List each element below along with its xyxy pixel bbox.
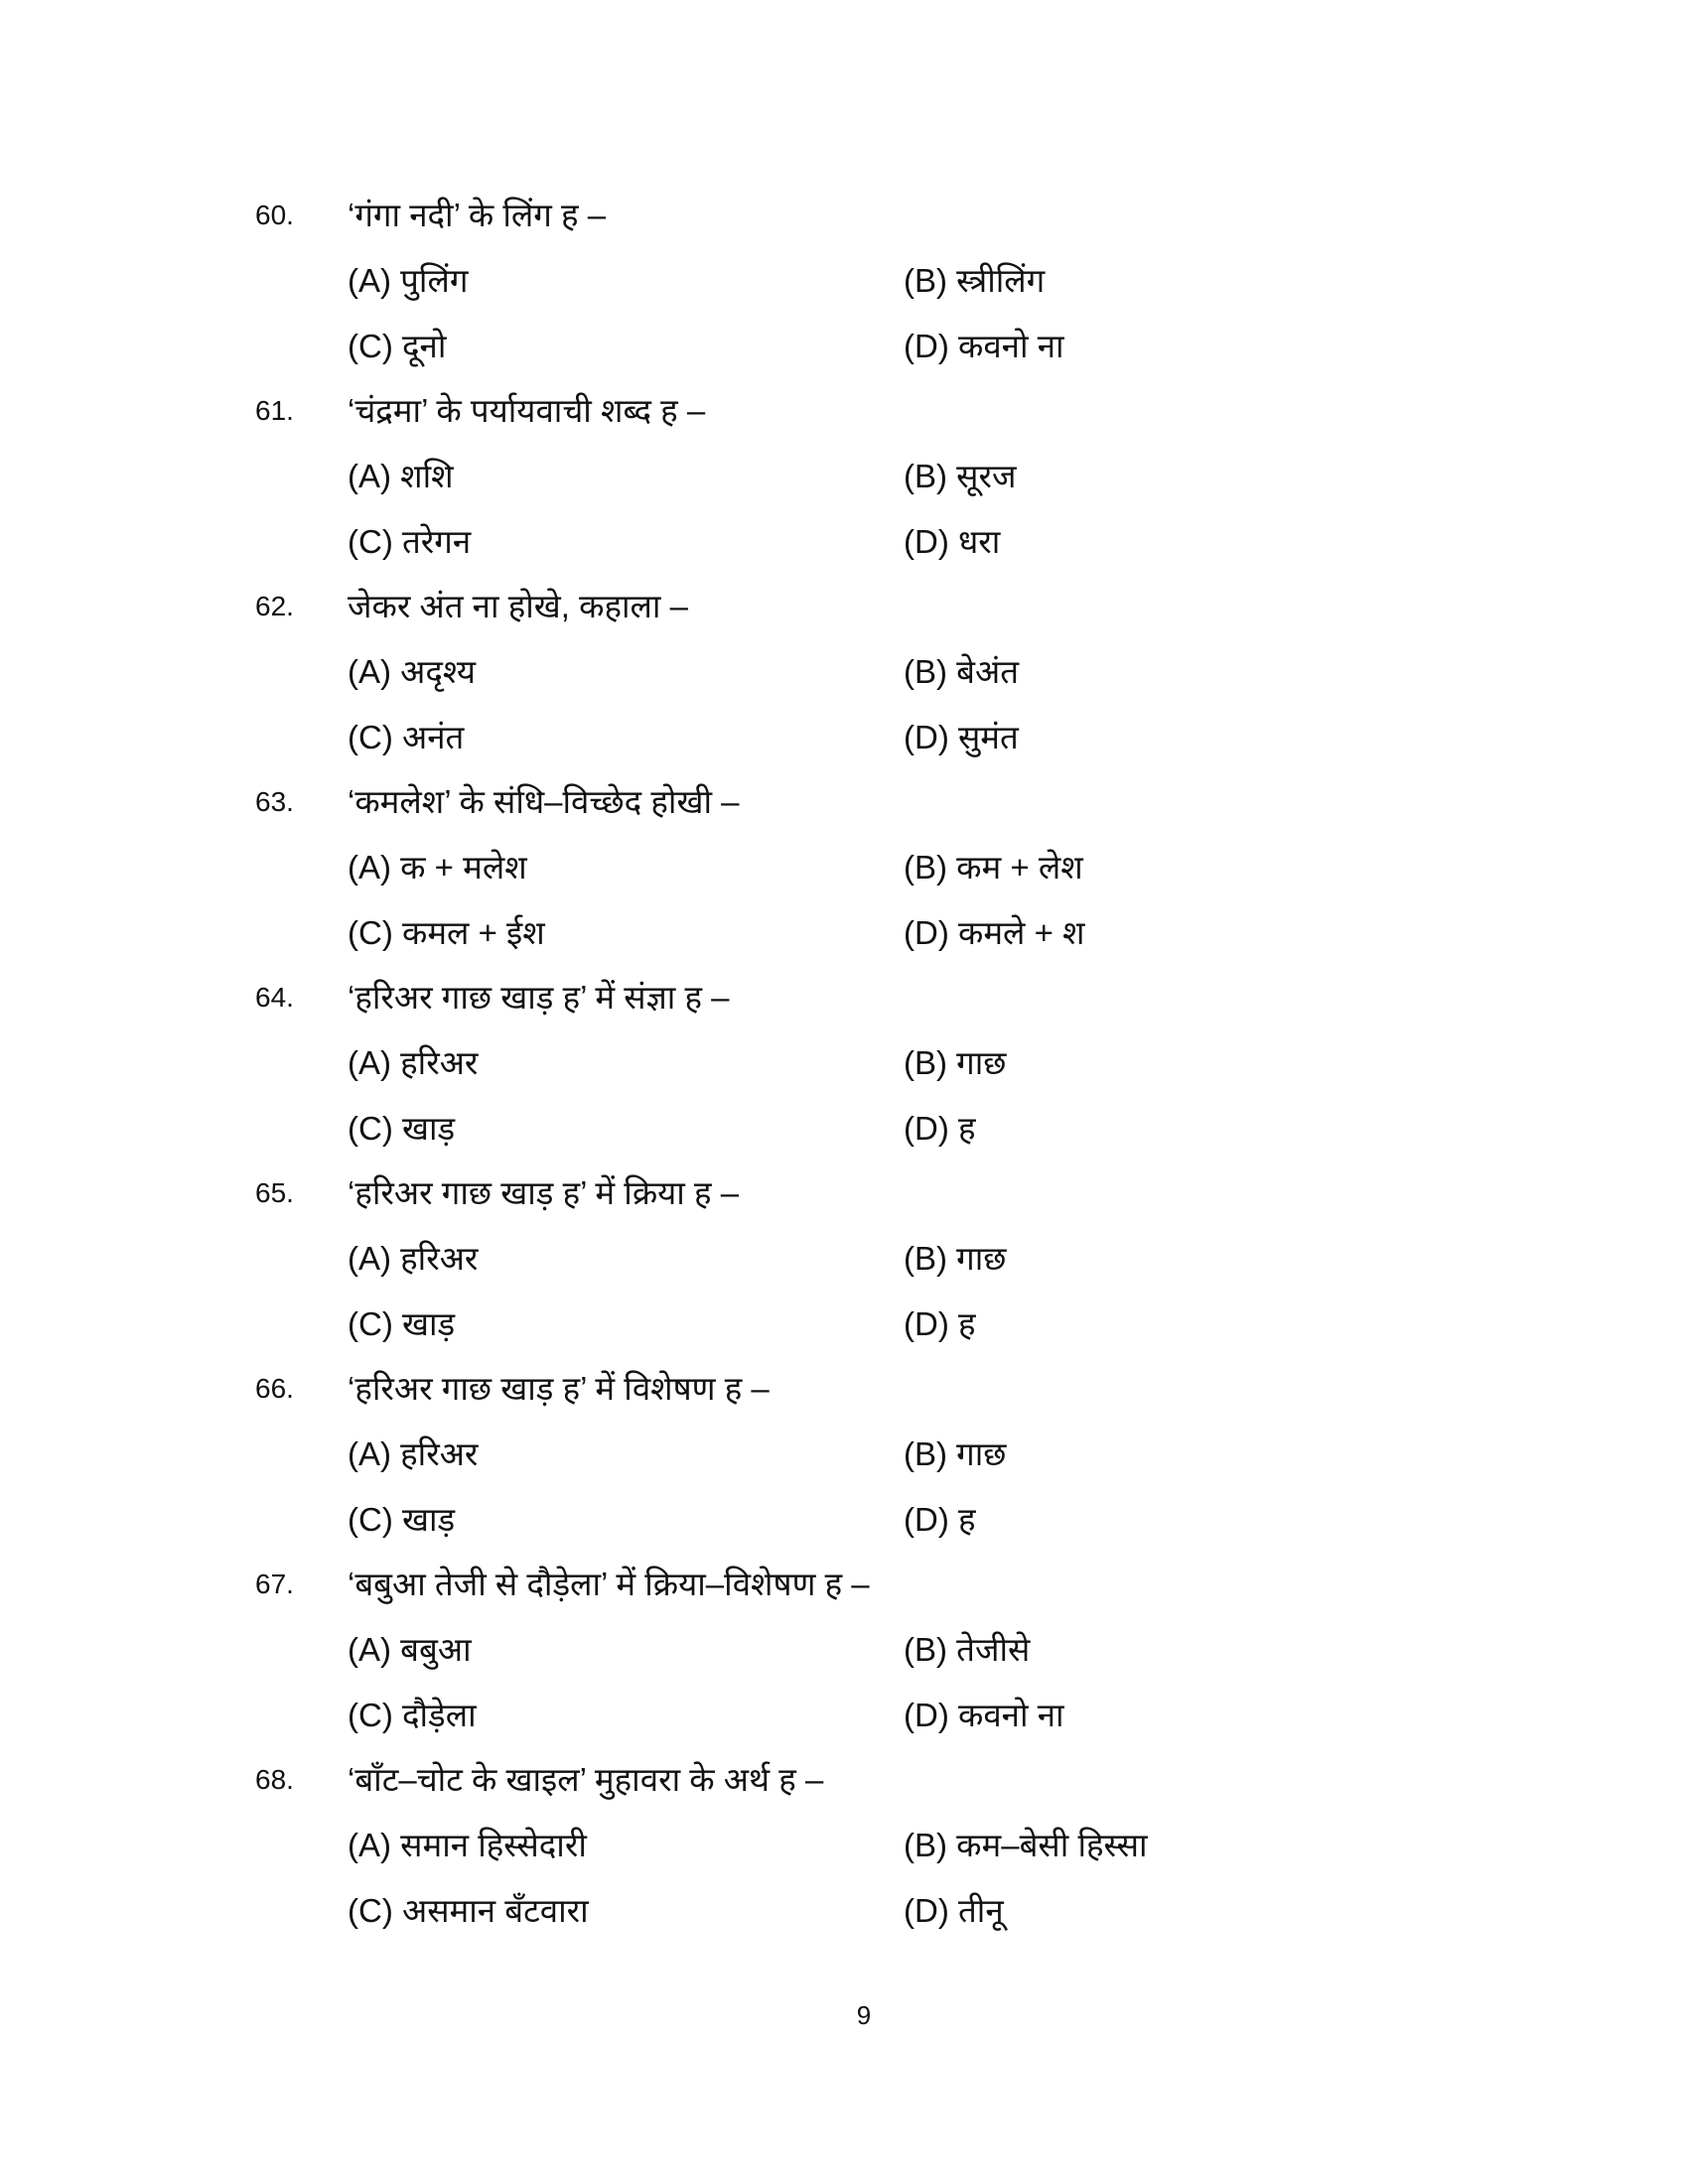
options-row — [255, 1615, 1546, 1681]
option-a: (A) हरिअर — [348, 1434, 479, 1472]
options-row — [255, 703, 1546, 768]
option-b: (B) बेअंत — [904, 652, 1020, 690]
question-row — [255, 1354, 1546, 1420]
options-row — [255, 833, 1546, 898]
option-d: (D) ह — [904, 1109, 976, 1147]
option-c: (C) कमल + ईश — [348, 913, 545, 951]
question-block — [255, 181, 1546, 376]
option-a: (A) बबुआ — [348, 1630, 472, 1668]
options-row — [255, 1028, 1546, 1094]
option-c: (C) दूनो — [348, 327, 447, 364]
options-row — [255, 1681, 1546, 1746]
question-number: 68. — [255, 1764, 294, 1795]
question-row — [255, 1745, 1546, 1811]
option-c: (C) खाड़ — [348, 1109, 456, 1147]
question-row — [255, 963, 1546, 1028]
option-a: (A) अदृश्य — [348, 652, 477, 690]
option-c: (C) खाड़ — [348, 1500, 456, 1538]
option-c: (C) असमान बँटवारा — [348, 1891, 589, 1929]
question-text: ‘बाँट–चोट के खाइल’ मुहावरा के अर्थ ह – — [348, 1760, 824, 1798]
option-c: (C) दौड़ेला — [348, 1696, 477, 1733]
question-number: 60. — [255, 200, 294, 230]
option-c: (C) तरेगन — [348, 522, 472, 560]
question-block — [255, 963, 1546, 1159]
question-number: 62. — [255, 591, 294, 621]
options-row — [255, 1224, 1546, 1290]
option-b: (B) सूरज — [904, 457, 1017, 494]
question-number: 65. — [255, 1177, 294, 1208]
option-b: (B) कम–बेसी हिस्सा — [904, 1826, 1148, 1863]
options-row — [255, 312, 1546, 377]
options-row — [255, 1420, 1546, 1485]
question-text: ‘कमलेश’ के संधि–विच्छेद होखी – — [348, 782, 740, 820]
question-text: ‘बबुआ तेजी से दौड़ेला’ में क्रिया–विशेषण ह – — [348, 1565, 870, 1602]
question-block — [255, 572, 1546, 767]
question-row — [255, 376, 1546, 442]
option-b: (B) कम + लेश — [904, 848, 1083, 886]
question-block — [255, 1354, 1546, 1550]
option-b: (B) गाछ — [904, 1434, 1007, 1472]
question-text: ‘हरिअर गाछ खाड़ ह’ में संज्ञा ह – — [348, 978, 730, 1016]
question-row — [255, 1159, 1546, 1224]
question-row — [255, 181, 1546, 246]
option-a: (A) हरिअर — [348, 1043, 479, 1081]
option-a: (A) समान हिस्सेदारी — [348, 1826, 587, 1863]
option-c: (C) अनंत — [348, 718, 465, 755]
question-number: 63. — [255, 786, 294, 817]
option-b: (B) स्त्रीलिंग — [904, 261, 1046, 299]
question-row — [255, 572, 1546, 637]
options-row — [255, 1485, 1546, 1551]
question-block — [255, 1159, 1546, 1354]
options-row — [255, 898, 1546, 964]
options-row — [255, 246, 1546, 312]
option-d: (D) धरा — [904, 522, 1001, 560]
question-list — [255, 181, 1546, 1941]
option-c: (C) खाड़ — [348, 1304, 456, 1342]
option-b: (B) गाछ — [904, 1043, 1007, 1081]
question-number: 61. — [255, 395, 294, 426]
options-row — [255, 1094, 1546, 1160]
option-d: (D) सुमंत — [904, 718, 1019, 755]
option-a: (A) हरिअर — [348, 1239, 479, 1277]
question-number: 66. — [255, 1373, 294, 1404]
options-row — [255, 1811, 1546, 1876]
question-text: ‘हरिअर गाछ खाड़ ह’ में विशेषण ह – — [348, 1369, 770, 1407]
question-block — [255, 376, 1546, 572]
option-b: (B) गाछ — [904, 1239, 1007, 1277]
option-d: (D) ह — [904, 1500, 976, 1538]
option-d: (D) ह — [904, 1304, 976, 1342]
question-text: ‘हरिअर गाछ खाड़ ह’ में क्रिया ह – — [348, 1173, 740, 1211]
option-d: (D) तीनू — [904, 1891, 1004, 1929]
option-a: (A) क + मलेश — [348, 848, 527, 886]
question-number: 67. — [255, 1569, 294, 1599]
page-number: 9 — [856, 2000, 872, 2030]
option-d: (D) कमले + श — [904, 913, 1085, 951]
question-number: 64. — [255, 982, 294, 1013]
option-a: (A) पुलिंग — [348, 261, 469, 299]
option-d: (D) कवनो ना — [904, 327, 1064, 364]
question-text: जेकर अंत ना होखे, कहाला – — [348, 587, 688, 624]
options-row — [255, 637, 1546, 703]
options-row — [255, 507, 1546, 573]
question-block — [255, 767, 1546, 963]
question-row — [255, 767, 1546, 833]
question-text: ‘गंगा नदी’ के लिंग ह – — [348, 196, 607, 233]
option-d: (D) कवनो ना — [904, 1696, 1064, 1733]
question-text: ‘चंद्रमा’ के पर्यायवाची शब्द ह – — [348, 391, 706, 429]
option-a: (A) शशि — [348, 457, 454, 494]
question-block — [255, 1745, 1546, 1941]
options-row — [255, 1876, 1546, 1942]
options-row — [255, 1290, 1546, 1355]
options-row — [255, 442, 1546, 507]
option-b: (B) तेजीसे — [904, 1630, 1031, 1668]
question-block — [255, 1550, 1546, 1745]
question-row — [255, 1550, 1546, 1615]
